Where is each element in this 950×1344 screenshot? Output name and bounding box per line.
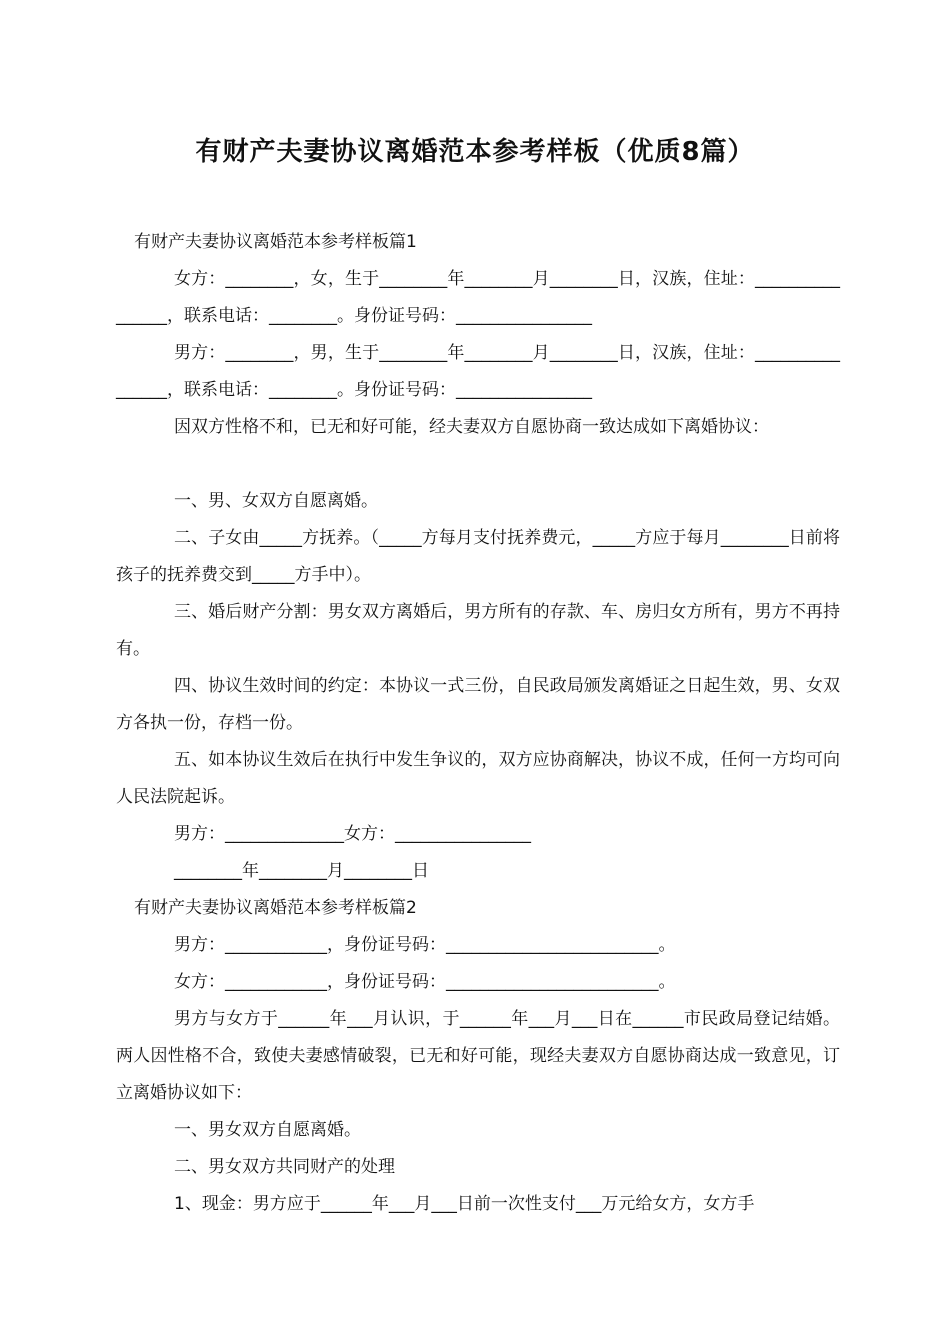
clause-2: 二、子女由_____方抚养。（_____方每月支付抚养费元，_____方应于每月________日前将孩子的抚养费交到_____方手中）。 bbox=[116, 528, 840, 585]
paragraph-marriage-history: 男方与女方于______年___月认识，于______年___月___日在______市民政局登记结婚。两人因性格不合，致使夫妻感情破裂，已无和好可能，现经夫妻双方自愿协商达成一致意见，订立离婚协议如下： bbox=[116, 1009, 840, 1103]
document-title: 有财产夫妻协议离婚范本参考样板（优质8篇） bbox=[195, 137, 755, 167]
section-1-heading: 有财产夫妻协议离婚范本参考样板篇1 bbox=[134, 232, 417, 252]
clause-2-item-1: 1、现金：男方应于______年___月___日前一次性支付___万元给女方，女方手 bbox=[174, 1194, 755, 1214]
paragraph-female-party: 女方：________，女，生于________年________月________日，汉族，住址：________________，联系电话：________。身份证号码：________________ bbox=[116, 269, 840, 326]
signature-line: 男方：______________女方：________________ bbox=[174, 824, 531, 844]
clause-5: 五、如本协议生效后在执行中发生争议的，双方应协商解决，协议不成，任何一方均可向人民法院起诉。 bbox=[116, 750, 840, 807]
date-line: ________年________月________日 bbox=[174, 861, 429, 881]
blank-line bbox=[116, 446, 840, 483]
clause-1: 一、男、女双方自愿离婚。 bbox=[174, 491, 378, 511]
paragraph-male-id: 男方：____________，身份证号码：_________________________。 bbox=[174, 935, 676, 955]
paragraph-reason: 因双方性格不和，已无和好可能，经夫妻双方自愿协商一致达成如下离婚协议： bbox=[174, 417, 769, 437]
paragraph-male-party: 男方：________，男，生于________年________月________日，汉族，住址：________________，联系电话：________。身份证号码：________________ bbox=[116, 343, 840, 400]
clause-4: 四、协议生效时间的约定：本协议一式三份，自民政局颁发离婚证之日起生效，男、女双方各执一份，存档一份。 bbox=[116, 676, 840, 733]
clause-3: 三、婚后财产分割：男女双方离婚后，男方所有的存款、车、房归女方所有，男方不再持有。 bbox=[116, 602, 840, 659]
clause-1: 一、男女双方自愿离婚。 bbox=[174, 1120, 361, 1140]
section-2-heading: 有财产夫妻协议离婚范本参考样板篇2 bbox=[134, 898, 417, 918]
clause-2: 二、男女双方共同财产的处理 bbox=[174, 1157, 395, 1177]
paragraph-female-id: 女方：____________，身份证号码：_________________________。 bbox=[174, 972, 676, 992]
document-body bbox=[116, 224, 840, 1223]
